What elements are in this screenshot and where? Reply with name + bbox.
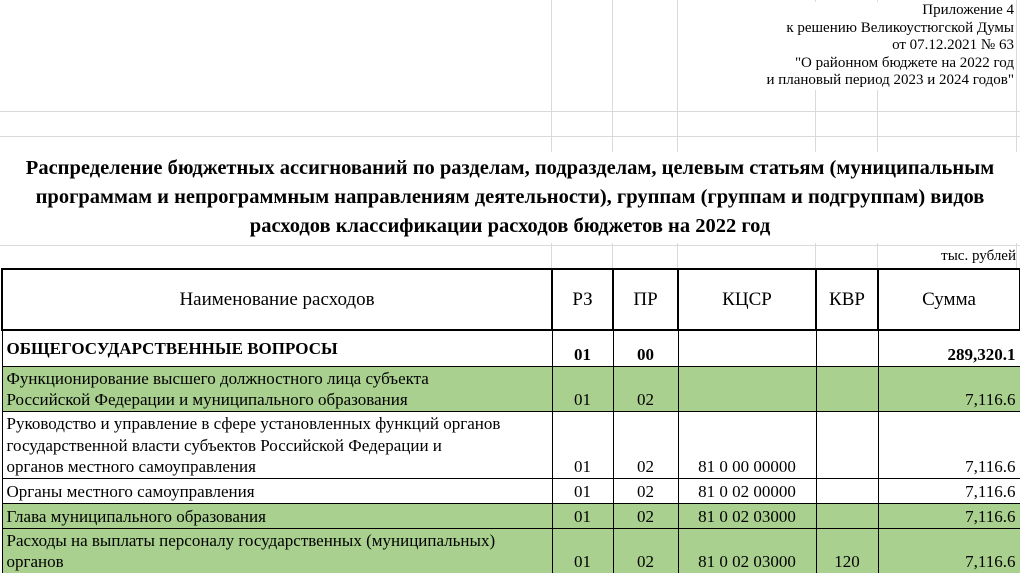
header-kvr: КВР	[816, 269, 878, 330]
row-pr: 02	[613, 503, 678, 528]
document-title	[0, 152, 1020, 243]
row-rz: 01	[552, 528, 613, 573]
units-label: тыс. рублей	[937, 248, 1016, 265]
row-name-line: Руководство и управление в сфере установленных функций органов	[6, 414, 501, 433]
row-kvr	[816, 411, 878, 478]
row-name-line: ОБЩЕГОСУДАРСТВЕННЫЕ ВОПРОСЫ	[6, 338, 338, 358]
row-name	[2, 366, 552, 411]
row-name-line: Глава муниципального образования	[6, 507, 266, 526]
row-name	[2, 503, 552, 528]
row-kcsr	[678, 330, 816, 366]
row-kvr	[816, 366, 878, 411]
row-sum: 7,116.6	[878, 478, 1020, 503]
row-name-line: Российской Федерации и муниципального образования	[6, 390, 408, 409]
table-header-row	[2, 269, 1020, 330]
row-sum: 7,116.6	[878, 366, 1020, 411]
row-kcsr: 81 0 02 03000	[678, 503, 816, 528]
title-line: Распределение бюджетных ассигнований по разделам, подразделам, целевым статьям (муниципальным	[25, 157, 995, 179]
row-rz: 01	[552, 503, 613, 528]
grid-line	[0, 136, 1020, 137]
table-row	[2, 411, 1020, 478]
row-sum: 7,116.6	[878, 411, 1020, 478]
row-kvr	[816, 330, 878, 366]
row-name-line: государственной власти субъектов Российской Федерации и	[6, 435, 442, 455]
row-name	[2, 411, 552, 478]
row-kcsr: 81 0 02 03000	[678, 528, 816, 573]
row-rz: 01	[552, 411, 613, 478]
row-name	[2, 528, 552, 573]
row-name	[2, 478, 552, 503]
header-name: Наименование расходов	[2, 269, 552, 330]
title-line: программам и непрограммным направлениям деятельности), группам (группам и подгруппам) видов	[35, 186, 985, 208]
budget-table	[1, 268, 1020, 573]
row-rz: 01	[552, 478, 613, 503]
row-kvr: 120	[816, 528, 878, 573]
grid-line	[0, 111, 1020, 112]
table-row	[2, 528, 1020, 573]
grid-line	[0, 245, 1020, 246]
row-pr: 00	[613, 330, 678, 366]
row-name-line: органов	[6, 552, 64, 571]
row-kvr	[816, 478, 878, 503]
row-kvr	[816, 503, 878, 528]
row-sum: 289,320.1	[878, 330, 1020, 366]
appendix-line: и плановый период 2023 и 2024 годов"	[766, 72, 1014, 88]
table-row	[2, 503, 1020, 528]
header-rz: РЗ	[552, 269, 613, 330]
appendix-line: к решению Великоустюгской Думы	[786, 19, 1014, 36]
header-pr: ПР	[613, 269, 678, 330]
row-sum: 7,116.6	[878, 528, 1020, 573]
header-kcsr: КЦСР	[678, 269, 816, 330]
title-line: расходов классификации расходов бюджетов на 2022 год	[249, 215, 771, 237]
row-kcsr: 81 0 00 00000	[678, 411, 816, 478]
appendix-line: "О районном бюджете на 2022 год	[794, 54, 1014, 71]
row-name-line: Расходы на выплаты персоналу государственных (муниципальных)	[6, 530, 496, 550]
row-kcsr	[678, 366, 816, 411]
row-pr: 02	[613, 366, 678, 411]
row-rz: 01	[552, 330, 613, 366]
row-kcsr: 81 0 02 00000	[678, 478, 816, 503]
table-row	[2, 478, 1020, 503]
appendix-line: от 07.12.2021 № 63	[892, 37, 1014, 53]
row-pr: 02	[613, 528, 678, 573]
table-row	[2, 330, 1020, 366]
table-row	[2, 366, 1020, 411]
row-pr: 02	[613, 478, 678, 503]
row-name	[2, 330, 552, 366]
row-sum: 7,116.6	[878, 503, 1020, 528]
row-name-line: Функционирование высшего должностного лица субъекта	[6, 368, 429, 388]
row-pr: 02	[613, 411, 678, 478]
header-sum: Сумма	[878, 269, 1020, 330]
appendix-note	[760, 2, 1014, 90]
row-rz: 01	[552, 366, 613, 411]
appendix-line: Приложение 4	[922, 2, 1014, 18]
row-name-line: Органы местного самоуправления	[6, 482, 255, 501]
row-name-line: органов местного самоуправления	[6, 457, 256, 476]
